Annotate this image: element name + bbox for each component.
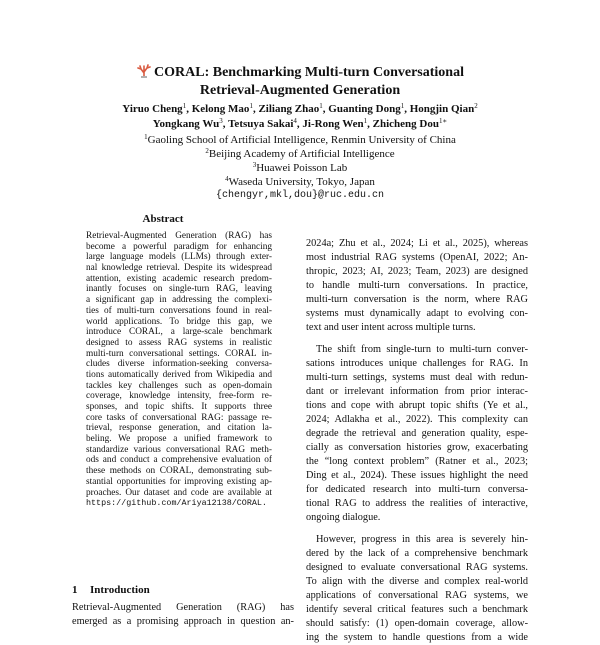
body-text-line: The shift from single-turn to multi-turn conver-	[316, 344, 528, 355]
abstract-body	[86, 231, 272, 509]
abstract-line: tions automatically derived from Wikipedia and	[86, 369, 272, 380]
contact-email: {chengyr,mkl,dou}@ruc.edu.cn	[215, 190, 385, 201]
paragraph-gap	[306, 335, 528, 343]
abstract-line: nal knowledge retrieval. Despite its widespread	[86, 263, 272, 274]
abstract-line: a significant gap in addressing the complexi-	[86, 295, 272, 306]
body-text-line: systems must dynamically adapt to evolving con-	[306, 308, 528, 319]
abstract-heading: Abstract	[142, 213, 184, 225]
body-text-line: ing the system to handle questions from a wide	[306, 632, 528, 643]
body-text-line: To align with the diverse and complex real-world	[306, 576, 528, 587]
abstract-line: coverage, knowledge intensity, free-form re-	[86, 391, 272, 402]
body-text-line: designed to evaluate conversational RAG systems.	[306, 562, 528, 573]
abstract-line: multi-turn conversational settings. CORAL in-	[86, 348, 272, 359]
title-text-1: CORAL: Benchmarking Multi-turn Conversational	[154, 65, 464, 80]
title-line-2: Retrieval-Augmented Generation	[199, 83, 401, 98]
body-text-line: multi-turn settings, systems must deal with redun-	[306, 372, 528, 383]
body-text-line: for dedicated research into multi-turn conversa-	[306, 484, 528, 495]
body-text-line: 2024a; Zhu et al., 2024; Li et al., 2025), whereas	[306, 238, 528, 249]
affiliation: $^4$Waseda University, Tokyo, Japan	[225, 175, 375, 188]
abstract-line: designed to assess RAG systems in realistic	[86, 337, 272, 348]
abstract-line: Retrieval-Augmented Generation (RAG) has	[86, 231, 272, 241]
body-text-line: sations introduces unique challenges for RAG. In	[306, 358, 528, 369]
body-text-line: dant or irrelevant information from prior interac-	[306, 386, 528, 397]
body-text-line: to handle multi-turn conversations. In practice,	[306, 280, 528, 291]
body-text-line: most industrial RAG systems (OpenAI, 2022; An-	[306, 252, 528, 263]
abstract-line: ties of multi-turn conversations found in real-	[86, 305, 272, 316]
body-text-line: dered by the lack of a comprehensive benchmark	[306, 548, 528, 559]
author-list	[40, 102, 560, 132]
author-name: Tetsuya Sakai$^4$	[228, 117, 297, 130]
paper-title	[60, 64, 540, 100]
abstract-line: cludes diverse information-seeking conversa-	[86, 359, 272, 370]
abstract-line: world applications. To bridge this gap, we	[86, 316, 272, 327]
author-name: Guanting Dong$^1$	[328, 102, 405, 115]
abstract-line: inantly focuses on single-turn RAG, leaving	[86, 284, 272, 295]
body-text-line: tional RAG to address the realities of interactive,	[306, 498, 528, 509]
abstract-line: ods and conduct a comprehensive evaluation of	[86, 455, 272, 466]
affiliation: $^2$Beijing Academy of Artificial Intelligence	[205, 147, 395, 160]
introduction-body	[72, 601, 294, 629]
body-text-line: text and user intent across multiple turns.	[306, 322, 476, 333]
body-text-line: tions and cope with abrupt topic shifts (Ye et al.,	[306, 400, 528, 411]
body-text-line: should satisfy: (1) open-domain coverage, allow-	[306, 618, 528, 629]
affiliation: $^3$Huawei Poisson Lab	[252, 161, 348, 174]
body-text-line: degrade the retrieval and generation quality, espe-	[306, 428, 528, 439]
abstract-line: attention, existing academic research predom-	[86, 273, 272, 284]
abstract-line: standardize various conversational RAG meth-	[86, 444, 272, 455]
body-text-line: multi-turn conversation is the norm, where RAG	[306, 294, 528, 305]
section-title: Introduction	[90, 584, 150, 596]
author-name: Kelong Mao$^1$	[191, 102, 253, 115]
section-heading-introduction	[72, 584, 150, 596]
body-text-line: applications of conversational RAG systems, we	[306, 590, 528, 601]
body-text-line: ongoing dialogue.	[306, 512, 381, 523]
abstract-line: core tasks of conversational RAG: passage re-	[86, 412, 272, 423]
abstract-line: trieval, response generation, and citation la-	[86, 423, 272, 434]
author-name: Yiruo Cheng$^1$	[122, 102, 187, 115]
abstract-line: large language models (LLMs) through exter-	[86, 252, 272, 263]
abstract-line: tackles key challenges such as open-domain	[86, 380, 272, 391]
affiliation: $^1$Gaoling School of Artificial Intelligence, Renmin University of China	[144, 133, 456, 146]
abstract-url: https://github.com/Ariya12138/CORAL.	[86, 498, 267, 509]
abstract-line: stantial opportunities for improving existing ap-	[86, 476, 272, 487]
author-line-1: Yiruo Cheng$^1$, Kelong Mao$^1$, Ziliang Zhao$^1$, Guanting Dong$^1$, Hongjin Qian$^2$	[122, 102, 478, 115]
abstract-line: beling. We propose a unified framework to	[86, 434, 272, 445]
body-text-line: the “long context problem” (Ratner et al., 2023;	[306, 456, 528, 467]
body-text-line: However, progress in this area is severely hin-	[316, 534, 528, 545]
body-text-line: Ding et al., 2024). These issues highlight the need	[306, 470, 528, 481]
body-text-line: 2024; Adlakha et al., 2022). This complexity can	[306, 414, 528, 425]
introduction-line: Retrieval-Augmented Generation (RAG) has	[72, 602, 294, 613]
paragraph-gap	[306, 525, 528, 533]
author-name: Yongkang Wu$^3$	[152, 117, 223, 130]
body-text-line: thropic, 2023; AI, 2023; Team, 2023) are designed	[306, 266, 528, 277]
introduction-line: emerged as a promising approach in question an-	[72, 616, 294, 627]
author-line-2: Yongkang Wu$^3$, Tetsuya Sakai$^4$, Ji-Rong Wen$^1$, Zhicheng Dou$^{1∗}$	[152, 117, 448, 130]
abstract-line: proaches. Our dataset and code are available at	[86, 487, 272, 498]
author-name: Hongjin Qian$^2$	[409, 102, 478, 115]
author-name: Zhicheng Dou$^{1∗}$	[372, 117, 448, 130]
right-column-body	[306, 237, 528, 645]
affiliation-list	[40, 133, 560, 203]
title-line-1	[60, 64, 540, 82]
abstract-line: introduce CORAL, a large-scale benchmark	[86, 327, 272, 338]
author-name: Ji-Rong Wen$^1$	[302, 117, 368, 130]
abstract-line: sponses, and topic shifts. It supports three	[86, 402, 272, 412]
abstract-line: become a powerful paradigm for enhancing	[86, 241, 272, 252]
author-name: Ziliang Zhao$^1$	[258, 102, 323, 115]
body-text-line: cially as conversation histories grow, exacerbating	[306, 442, 528, 453]
coral-icon	[136, 64, 152, 78]
section-number: 1	[72, 584, 78, 596]
abstract-line: these methods on CORAL, demonstrating sub-	[86, 466, 272, 477]
body-text-line: identify several critical features such a benchmark	[306, 604, 528, 615]
